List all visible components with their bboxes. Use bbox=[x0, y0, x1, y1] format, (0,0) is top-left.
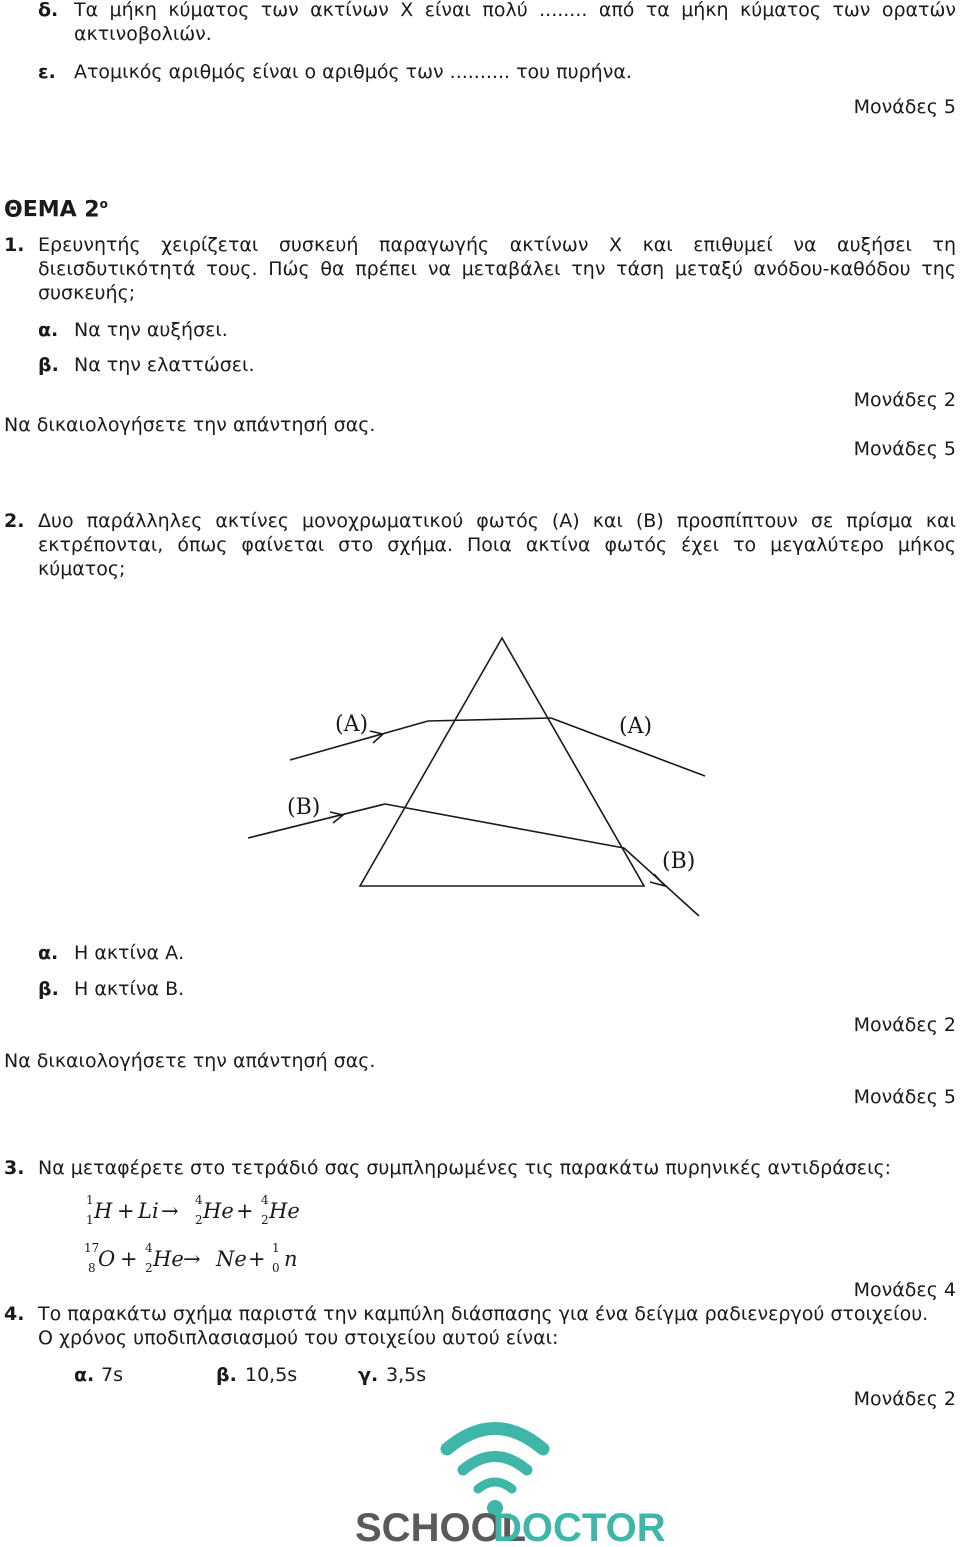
r1-he1-z: 2 bbox=[195, 1213, 203, 1227]
r1-he1: He bbox=[203, 1199, 234, 1223]
r2-he-mass: 4 bbox=[145, 1241, 153, 1255]
q4-opt-a-label: α. bbox=[74, 1364, 95, 1386]
r2-plus2: + bbox=[248, 1247, 266, 1271]
q4-opt-c: 3,5s bbox=[386, 1364, 427, 1386]
q1-number: 1. bbox=[4, 234, 25, 256]
section-title-sup: ο bbox=[99, 197, 108, 211]
section-title-text: ΘΕΜΑ 2 bbox=[4, 197, 100, 223]
q2-opt-a: Η ακτίνα Α. bbox=[74, 942, 185, 964]
r1-arrow: → bbox=[161, 1199, 179, 1223]
item-e-label: ε. bbox=[38, 61, 56, 83]
q2-number: 2. bbox=[4, 510, 25, 532]
q2-opt-b: Η ακτίνα Β. bbox=[74, 978, 185, 1000]
q2-opt-a-label: α. bbox=[38, 942, 59, 964]
r2-n: n bbox=[284, 1247, 298, 1271]
r2-he: He bbox=[153, 1247, 184, 1271]
q4-number: 4. bbox=[4, 1303, 25, 1325]
q4-opt-a: 7s bbox=[101, 1364, 123, 1386]
q1-opt-a-label: α. bbox=[38, 319, 59, 341]
q2-justify: Να δικαιολογήσετε την απάντησή σας. bbox=[4, 1050, 376, 1072]
r2-ne: Ne bbox=[216, 1247, 247, 1271]
label-b-in: (B) bbox=[287, 795, 321, 820]
item-d-line1: Τα μήκη κύματος των ακτίνων Χ είναι πολύ ........ από τα μήκη κύματος των ορατών bbox=[74, 0, 956, 21]
q1-line1: Ερευνητής χειρίζεται συσκευή παραγωγής ακτίνων Χ και επιθυμεί να αυξήσει τη bbox=[38, 234, 956, 256]
q3-marks: Μονάδες 4 bbox=[853, 1279, 956, 1301]
r2-he-z: 2 bbox=[145, 1261, 153, 1275]
q3-text: Να μεταφέρετε στο τετράδιό σας συμπληρωμένες τις παρακάτω πυρηνικές αντιδράσεις: bbox=[38, 1157, 892, 1179]
q1-justify: Να δικαιολογήσετε την απάντησή σας. bbox=[4, 414, 376, 436]
q1-opt-b-label: β. bbox=[38, 354, 59, 376]
q2-line2: εκτρέπονται, όπως φαίνεται στο σχήμα. Ποια ακτίνα φωτός έχει το μεγαλύτερο μήκος bbox=[38, 534, 956, 556]
r1-he2: He bbox=[269, 1199, 300, 1223]
q2-line1: Δυο παράλληλες ακτίνες μονοχρωματικού φωτός (Α) και (Β) προσπίπτουν σε πρίσμα και bbox=[38, 510, 956, 532]
q4-marks: Μονάδες 2 bbox=[853, 1388, 956, 1410]
label-a-out: (A) bbox=[619, 714, 653, 739]
r2-n-mass: 1 bbox=[272, 1241, 280, 1255]
wifi-signal-icon bbox=[447, 1429, 543, 1490]
q2-opt-b-label: β. bbox=[38, 978, 59, 1000]
r2-o-mass: 17 bbox=[84, 1241, 100, 1255]
item-e-text: Ατομικός αριθμός είναι ο αριθμός των .......... του πυρήνα. bbox=[74, 61, 632, 83]
label-a-in: (A) bbox=[335, 712, 369, 737]
marks-q1: Μονάδες 5 bbox=[853, 96, 956, 118]
label-b-out: (B) bbox=[662, 849, 696, 874]
r2-o-z: 8 bbox=[88, 1261, 96, 1275]
r1-he2-z: 2 bbox=[261, 1213, 269, 1227]
q1-marks-choice: Μονάδες 2 bbox=[853, 389, 956, 411]
q2-marks-choice: Μονάδες 2 bbox=[853, 1014, 956, 1036]
item-d-line2: ακτινοβολιών. bbox=[74, 23, 212, 45]
q4-opt-b: 10,5s bbox=[245, 1364, 298, 1386]
q1-marks-justify: Μονάδες 5 bbox=[853, 438, 956, 460]
q1-opt-a: Να την αυξήσει. bbox=[74, 319, 228, 341]
r2-plus1: + bbox=[120, 1247, 138, 1271]
q1-line2: διεισδυτικότητά τους. Πώς θα πρέπει να μεταβάλει την τάση μεταξύ ανόδου-καθόδου της bbox=[38, 258, 956, 280]
r1-h-z: 1 bbox=[86, 1213, 94, 1227]
logo-text-doctor: DOCTOR bbox=[493, 1506, 666, 1547]
q2-line3: κύματος; bbox=[38, 558, 126, 580]
r1-he1-mass: 4 bbox=[195, 1193, 203, 1207]
q4-line1: Το παρακάτω σχήμα παριστά την καμπύλη διάσπασης για ένα δείγμα ραδιενεργού στοιχείου. bbox=[38, 1303, 929, 1325]
q4-opt-c-label: γ. bbox=[358, 1364, 379, 1386]
r2-o: O bbox=[98, 1247, 116, 1271]
q3-number: 3. bbox=[4, 1157, 25, 1179]
r1-plus1: + bbox=[117, 1199, 135, 1223]
r1-li: Li bbox=[138, 1199, 159, 1223]
q4-opt-b-label: β. bbox=[216, 1364, 237, 1386]
q1-line3: συσκευής; bbox=[38, 282, 136, 304]
q2-marks-justify: Μονάδες 5 bbox=[853, 1086, 956, 1108]
logo-text-school: SCHOOL bbox=[355, 1506, 527, 1547]
q4-line2: Ο χρόνος υποδιπλασιασμού του στοιχείου αυτού είναι: bbox=[38, 1327, 559, 1349]
r2-n-z: 0 bbox=[272, 1261, 280, 1275]
r1-he2-mass: 4 bbox=[261, 1193, 269, 1207]
item-d-label: δ. bbox=[38, 0, 59, 21]
r2-arrow: → bbox=[183, 1247, 201, 1271]
r1-plus2: + bbox=[236, 1199, 254, 1223]
q1-opt-b: Να την ελαττώσει. bbox=[74, 354, 255, 376]
r1-h-mass: 1 bbox=[86, 1193, 94, 1207]
r1-h: H bbox=[94, 1199, 113, 1223]
